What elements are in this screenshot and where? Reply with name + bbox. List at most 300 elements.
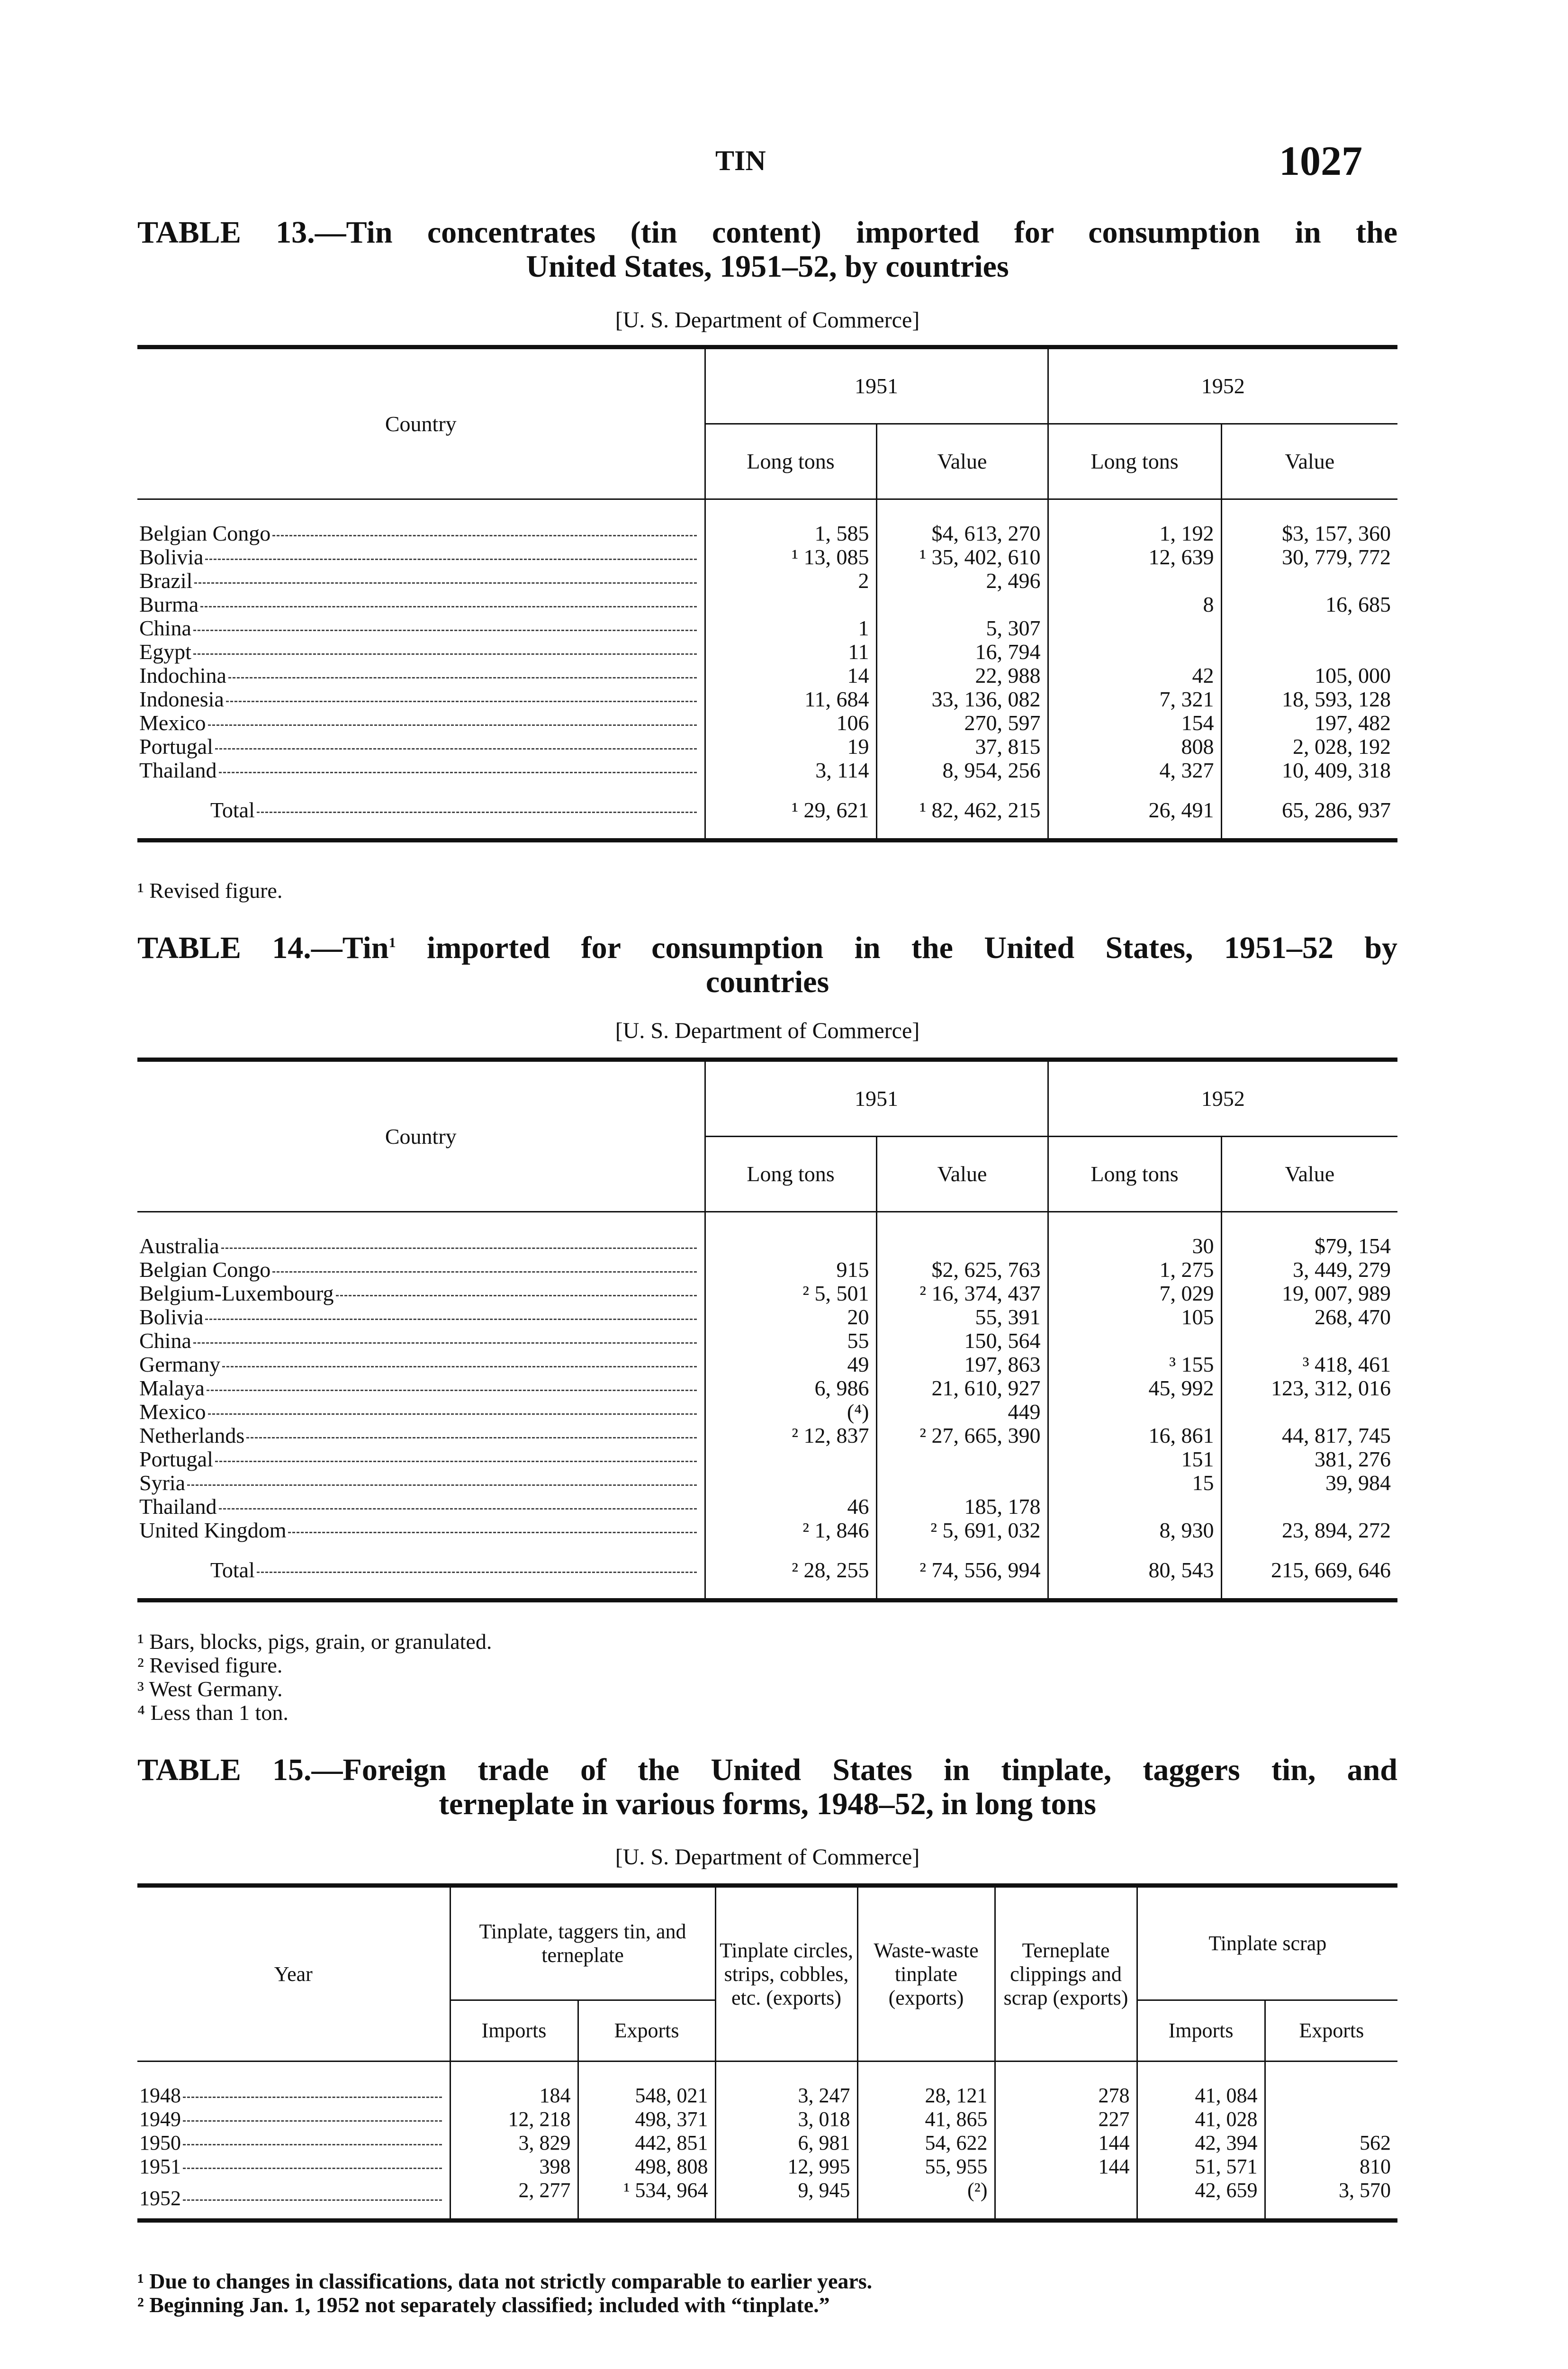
cell-t51: 11, 684	[705, 687, 876, 711]
spacer-cell	[705, 1212, 876, 1235]
cell-simp: 41, 084	[1137, 2084, 1265, 2107]
cell-t52: 151	[1048, 1447, 1221, 1471]
country-cell	[137, 759, 705, 782]
table15-col-scrap-exports: Exports	[1265, 2000, 1397, 2062]
leader-dots	[183, 2199, 442, 2201]
leader-dots	[208, 1413, 697, 1415]
cell-terne	[995, 2179, 1137, 2221]
cell-v51: $2, 625, 763	[876, 1258, 1048, 1282]
cell-waste: 55, 955	[857, 2155, 995, 2179]
table-row	[137, 2107, 1397, 2131]
table-row	[137, 2084, 1397, 2107]
table13-col-country: Country	[137, 347, 705, 499]
cell-t52: 808	[1048, 735, 1221, 759]
table14-caption-pre: TABLE 14.—Tin	[137, 931, 389, 965]
cell-t52: 16, 861	[1048, 1424, 1221, 1447]
cell-v52: $3, 157, 360	[1221, 522, 1397, 545]
cell-t52: 7, 029	[1048, 1282, 1221, 1305]
country-cell-label: Portugal	[139, 735, 213, 759]
table15-col-imports: Imports	[450, 2000, 578, 2062]
table14-col-long-tons-1951: Long tons	[705, 1137, 876, 1212]
country-cell-label: Portugal	[139, 1447, 213, 1471]
cell-v52: 105, 000	[1221, 664, 1397, 687]
country-cell-label: Australia	[139, 1234, 219, 1258]
cell-v51	[876, 1234, 1048, 1258]
cell-t51: 106	[705, 711, 876, 735]
leader-dots	[183, 2144, 442, 2145]
cell-t52	[1048, 1495, 1221, 1519]
cell-sexp	[1265, 2107, 1397, 2131]
table13-caption-line2: United States, 1951–52, by countries	[526, 249, 1009, 284]
cell-v51: ¹ 35, 402, 610	[876, 545, 1048, 569]
table-row	[137, 1400, 1397, 1424]
table-row	[137, 664, 1397, 687]
country-cell	[137, 593, 705, 616]
table13-col-value-1951: Value	[876, 424, 1048, 499]
cell-v51: 449	[876, 1400, 1048, 1424]
leader-dots	[288, 1532, 697, 1533]
total-row	[137, 1542, 1397, 1600]
cell-t51: ² 5, 501	[705, 1282, 876, 1305]
cell-t52	[1048, 1400, 1221, 1424]
cell-t51: 3, 114	[705, 759, 876, 782]
cell-waste: (²)	[857, 2179, 995, 2221]
cell-v51: 21, 610, 927	[876, 1376, 1048, 1400]
cell-t51: (⁴)	[705, 1400, 876, 1424]
cell-t52: 42	[1048, 664, 1221, 687]
table14-caption	[137, 931, 1397, 999]
leader-dots	[187, 1484, 697, 1486]
table-row	[137, 711, 1397, 735]
table15-caption-line1: TABLE 15.—Foreign trade of the United States in tinplate, taggers tin, and	[137, 1753, 1397, 1787]
cell-waste: 41, 865	[857, 2107, 995, 2131]
cell-t51: 20	[705, 1305, 876, 1329]
table14-body	[137, 1212, 1397, 1600]
table14-footnote: ⁴ Less than 1 ton.	[137, 1700, 288, 1725]
cell-terne: 144	[995, 2155, 1137, 2179]
table-row	[137, 687, 1397, 711]
cell-v52: 18, 593, 128	[1221, 687, 1397, 711]
total-t51: ² 28, 255	[705, 1542, 876, 1600]
leader-dots	[228, 677, 697, 678]
cell-t51: 46	[705, 1495, 876, 1519]
table14-col-country: Country	[137, 1060, 705, 1212]
year-cell	[137, 2179, 450, 2221]
table15-footnote: ¹ Due to changes in classifications, data not strictly comparable to earlier years.	[137, 2269, 873, 2293]
table14-col-value-1952: Value	[1221, 1137, 1397, 1212]
country-cell	[137, 569, 705, 593]
country-cell-label: Indonesia	[139, 687, 224, 711]
table13-source: [U. S. Department of Commerce]	[615, 307, 920, 333]
total-v51: ¹ 82, 462, 215	[876, 782, 1048, 841]
leader-dots	[221, 1248, 697, 1249]
cell-v51: 185, 178	[876, 1495, 1048, 1519]
total-label-cell	[137, 1542, 705, 1600]
leader-dots	[219, 1508, 697, 1510]
cell-t52: 1, 192	[1048, 522, 1221, 545]
cell-t52: 8, 930	[1048, 1519, 1221, 1542]
table-row	[137, 1234, 1397, 1258]
cell-t51: 14	[705, 664, 876, 687]
cell-v51	[876, 1447, 1048, 1471]
leader-dots	[205, 559, 697, 560]
year-cell	[137, 2131, 450, 2155]
table13-caption-line1: TABLE 13.—Tin concentrates (tin content) imported for consumption in the	[137, 215, 1397, 250]
table14-year-1951: 1951	[705, 1060, 1048, 1137]
spacer-cell	[715, 2062, 857, 2084]
country-cell	[137, 735, 705, 759]
cell-t51: 915	[705, 1258, 876, 1282]
table14-caption-post: imported for consumption in the United States, 1951–52 by	[396, 931, 1397, 965]
cell-v52: 197, 482	[1221, 711, 1397, 735]
cell-imp: 398	[450, 2155, 578, 2179]
cell-v51: 16, 794	[876, 640, 1048, 664]
country-cell-label: Bolivia	[139, 545, 204, 569]
cell-t51: ² 12, 837	[705, 1424, 876, 1447]
table13-caption	[137, 216, 1397, 284]
cell-v51: $4, 613, 270	[876, 522, 1048, 545]
table15-col-exports: Exports	[578, 2000, 715, 2062]
cell-t52	[1048, 640, 1221, 664]
country-cell	[137, 1353, 705, 1376]
cell-t51: 49	[705, 1353, 876, 1376]
country-cell-label: Indochina	[139, 664, 226, 687]
country-cell-label: Belgian Congo	[139, 522, 271, 545]
cell-exp: 498, 808	[578, 2155, 715, 2179]
table14-col-long-tons-1952: Long tons	[1048, 1137, 1221, 1212]
country-cell	[137, 1424, 705, 1447]
cell-v51: ² 16, 374, 437	[876, 1282, 1048, 1305]
cell-circ: 3, 247	[715, 2084, 857, 2107]
year-cell-label: 1949	[139, 2107, 181, 2131]
spacer-cell	[1221, 1212, 1397, 1235]
table-row	[137, 1282, 1397, 1305]
cell-simp: 41, 028	[1137, 2107, 1265, 2131]
country-cell	[137, 1329, 705, 1353]
table13-footnote: ¹ Revised figure.	[137, 878, 283, 903]
cell-v52: 268, 470	[1221, 1305, 1397, 1329]
cell-v51: 2, 496	[876, 569, 1048, 593]
cell-t51	[705, 1471, 876, 1495]
table13-body	[137, 499, 1397, 841]
country-cell	[137, 1400, 705, 1424]
total-v51: ² 74, 556, 994	[876, 1542, 1048, 1600]
leader-dots	[183, 2097, 442, 2098]
spacer-cell	[578, 2062, 715, 2084]
country-cell	[137, 1471, 705, 1495]
cell-t51: 1	[705, 616, 876, 640]
spacer-cell	[1221, 499, 1397, 522]
cell-circ: 6, 981	[715, 2131, 857, 2155]
country-cell	[137, 1519, 705, 1542]
year-cell	[137, 2155, 450, 2179]
table14-footnote: ² Revised figure.	[137, 1653, 283, 1677]
country-cell-label: China	[139, 1329, 191, 1353]
country-cell	[137, 687, 705, 711]
cell-terne: 227	[995, 2107, 1137, 2131]
table13	[137, 345, 1397, 842]
cell-v52	[1221, 1495, 1397, 1519]
country-cell-label: Mexico	[139, 711, 206, 735]
spacer-cell	[1048, 1212, 1221, 1235]
leader-dots	[183, 2120, 442, 2122]
cell-v52: 123, 312, 016	[1221, 1376, 1397, 1400]
total-t51: ¹ 29, 621	[705, 782, 876, 841]
cell-v52: 39, 984	[1221, 1471, 1397, 1495]
cell-v51: 5, 307	[876, 616, 1048, 640]
cell-simp: 42, 394	[1137, 2131, 1265, 2155]
table15-col-year: Year	[137, 1886, 450, 2062]
cell-sexp: 810	[1265, 2155, 1397, 2179]
cell-imp: 184	[450, 2084, 578, 2107]
year-cell-label: 1948	[139, 2084, 181, 2107]
spacer-cell	[137, 2062, 450, 2084]
table14-year-1952: 1952	[1048, 1060, 1397, 1137]
cell-circ: 9, 945	[715, 2179, 857, 2221]
cell-v52	[1221, 616, 1397, 640]
cell-imp: 2, 277	[450, 2179, 578, 2221]
table14-source: [U. S. Department of Commerce]	[615, 1018, 920, 1043]
leader-dots	[193, 630, 697, 631]
table13-col-value-1952: Value	[1221, 424, 1397, 499]
table-row	[137, 1258, 1397, 1282]
cell-v52	[1221, 640, 1397, 664]
cell-v52: 3, 449, 279	[1221, 1258, 1397, 1282]
cell-terne: 144	[995, 2131, 1137, 2155]
cell-t51: 1, 585	[705, 522, 876, 545]
year-cell	[137, 2084, 450, 2107]
year-cell-label: 1951	[139, 2155, 181, 2178]
total-label-cell	[137, 782, 705, 841]
leader-dots	[215, 1461, 697, 1462]
cell-v52: 23, 894, 272	[1221, 1519, 1397, 1542]
cell-t52: 4, 327	[1048, 759, 1221, 782]
spacer-cell	[1137, 2062, 1265, 2084]
table13-col-long-tons-1951: Long tons	[705, 424, 876, 499]
table15-caption-line2: terneplate in various forms, 1948–52, in long tons	[439, 1787, 1096, 1821]
table15-col-scrap-group: Tinplate scrap	[1137, 1886, 1397, 2000]
year-cell-label: 1950	[139, 2131, 181, 2154]
table15-col-tinplate-group: Tinplate, taggers tin, and terneplate	[450, 1886, 715, 2000]
table14-footnote: ¹ Bars, blocks, pigs, grain, or granulated.	[137, 1629, 492, 1654]
table13-year-1952: 1952	[1048, 347, 1397, 424]
country-cell-label: Thailand	[139, 1495, 217, 1519]
leader-dots	[226, 701, 697, 702]
table15-col-scrap-imports: Imports	[1137, 2000, 1265, 2062]
total-row	[137, 782, 1397, 841]
table-row	[137, 1353, 1397, 1376]
page-number: 1027	[1279, 138, 1362, 184]
table14-caption-line1	[137, 931, 1397, 965]
leader-dots	[222, 1366, 697, 1367]
table-row	[137, 1471, 1397, 1495]
total-t52: 26, 491	[1048, 782, 1221, 841]
table-row	[137, 1495, 1397, 1519]
country-cell	[137, 1376, 705, 1400]
cell-v52: 2, 028, 192	[1221, 735, 1397, 759]
cell-v51: 55, 391	[876, 1305, 1048, 1329]
cell-t52: 12, 639	[1048, 545, 1221, 569]
cell-waste: 28, 121	[857, 2084, 995, 2107]
country-cell-label: Malaya	[139, 1376, 205, 1400]
cell-t52: 8	[1048, 593, 1221, 616]
leader-dots	[207, 1390, 697, 1391]
spacer-cell	[450, 2062, 578, 2084]
table15	[137, 1883, 1397, 2223]
table-row	[137, 569, 1397, 593]
table15-col-waste: Waste-waste tinplate (exports)	[857, 1886, 995, 2062]
spacer-cell	[1048, 499, 1221, 522]
cell-t52: 154	[1048, 711, 1221, 735]
cell-t51	[705, 1234, 876, 1258]
cell-t51: ¹ 13, 085	[705, 545, 876, 569]
spacer-cell	[876, 499, 1048, 522]
cell-v51	[876, 1471, 1048, 1495]
cell-t52: 1, 275	[1048, 1258, 1221, 1282]
cell-t51: ² 1, 846	[705, 1519, 876, 1542]
country-cell-label: Bolivia	[139, 1305, 204, 1329]
cell-imp: 12, 218	[450, 2107, 578, 2131]
total-label-cell-label: Total	[210, 798, 255, 822]
cell-v52	[1221, 1400, 1397, 1424]
country-cell-label: Belgium-Luxembourg	[139, 1282, 334, 1305]
table14-footnote: ³ West Germany.	[137, 1677, 283, 1701]
spacer-cell	[1265, 2062, 1397, 2084]
cell-t52	[1048, 616, 1221, 640]
table15-body	[137, 2062, 1397, 2221]
country-cell-label: Netherlands	[139, 1424, 245, 1447]
table-row	[137, 1519, 1397, 1542]
cell-v52: $79, 154	[1221, 1234, 1397, 1258]
running-header-title: TIN	[715, 145, 766, 176]
cell-v52: 30, 779, 772	[1221, 545, 1397, 569]
cell-exp: 442, 851	[578, 2131, 715, 2155]
cell-v52	[1221, 1329, 1397, 1353]
table13-year-1951: 1951	[705, 347, 1048, 424]
spacer-cell	[995, 2062, 1137, 2084]
cell-v52: 19, 007, 989	[1221, 1282, 1397, 1305]
cell-v51: ² 5, 691, 032	[876, 1519, 1048, 1542]
cell-t52: 15	[1048, 1471, 1221, 1495]
table-row	[137, 2179, 1397, 2221]
country-cell	[137, 1305, 705, 1329]
cell-sexp: 3, 570	[1265, 2179, 1397, 2221]
table15-col-circles: Tinplate circles, strips, cobbles, etc. (exports)	[715, 1886, 857, 2062]
cell-t52: 7, 321	[1048, 687, 1221, 711]
table14-caption-line2: countries	[705, 965, 829, 999]
table15-source: [U. S. Department of Commerce]	[615, 1845, 920, 1870]
cell-exp: 498, 371	[578, 2107, 715, 2131]
cell-t51: 2	[705, 569, 876, 593]
country-cell-label: Burma	[139, 593, 199, 616]
leader-dots	[200, 606, 697, 607]
country-cell	[137, 545, 705, 569]
cell-v52: ³ 418, 461	[1221, 1353, 1397, 1376]
cell-t52: 105	[1048, 1305, 1221, 1329]
table-row	[137, 616, 1397, 640]
cell-v51: 33, 136, 082	[876, 687, 1048, 711]
table14-col-value-1951: Value	[876, 1137, 1048, 1212]
table-row	[137, 759, 1397, 782]
cell-imp: 3, 829	[450, 2131, 578, 2155]
table-row	[137, 1376, 1397, 1400]
cell-t51: 19	[705, 735, 876, 759]
cell-t52: 30	[1048, 1234, 1221, 1258]
leader-dots	[205, 1319, 697, 1320]
leader-dots	[193, 653, 697, 655]
cell-t51: 11	[705, 640, 876, 664]
spacer-cell	[705, 499, 876, 522]
cell-exp: ¹ 534, 964	[578, 2179, 715, 2221]
cell-t52	[1048, 1329, 1221, 1353]
leader-dots	[257, 1572, 697, 1573]
cell-v51: 8, 954, 256	[876, 759, 1048, 782]
table15-col-terneplate: Terneplate clippings and scrap (exports)	[995, 1886, 1137, 2062]
country-cell	[137, 1282, 705, 1305]
leader-dots	[246, 1437, 697, 1438]
cell-v52: 381, 276	[1221, 1447, 1397, 1471]
country-cell	[137, 522, 705, 545]
cell-v52	[1221, 569, 1397, 593]
table-row	[137, 545, 1397, 569]
cell-v52: 44, 817, 745	[1221, 1424, 1397, 1447]
cell-v51: 270, 597	[876, 711, 1048, 735]
total-label-cell-label: Total	[210, 1558, 255, 1582]
total-v52: 65, 286, 937	[1221, 782, 1397, 841]
country-cell	[137, 616, 705, 640]
cell-sexp: 562	[1265, 2131, 1397, 2155]
table-row	[137, 2155, 1397, 2179]
cell-v52: 16, 685	[1221, 593, 1397, 616]
leader-dots	[215, 748, 697, 750]
cell-t51: 6, 986	[705, 1376, 876, 1400]
cell-simp: 42, 659	[1137, 2179, 1265, 2221]
year-cell	[137, 2107, 450, 2131]
cell-v52: 10, 409, 318	[1221, 759, 1397, 782]
table-row	[137, 1305, 1397, 1329]
leader-dots	[183, 2168, 442, 2169]
table-row	[137, 735, 1397, 759]
country-cell-label: China	[139, 616, 191, 640]
country-cell-label: Thailand	[139, 759, 217, 782]
table-row	[137, 1329, 1397, 1353]
cell-v51: ² 27, 665, 390	[876, 1424, 1048, 1447]
table-row	[137, 2131, 1397, 2155]
leader-dots	[257, 812, 697, 813]
country-cell-label: Syria	[139, 1471, 186, 1495]
cell-sexp	[1265, 2084, 1397, 2107]
country-cell-label: Mexico	[139, 1400, 206, 1424]
country-cell-label: Belgian Congo	[139, 1258, 271, 1282]
country-cell	[137, 1447, 705, 1471]
leader-dots	[193, 1342, 697, 1344]
cell-t51: 55	[705, 1329, 876, 1353]
leader-dots	[194, 582, 697, 584]
spacer-cell	[876, 1212, 1048, 1235]
cell-circ: 3, 018	[715, 2107, 857, 2131]
country-cell-label: Germany	[139, 1353, 221, 1376]
cell-t51	[705, 593, 876, 616]
table15-caption	[137, 1753, 1397, 1821]
cell-t52: 45, 992	[1048, 1376, 1221, 1400]
table15-footnote: ² Beginning Jan. 1, 1952 not separately classified; included with “tinplate.”	[137, 2293, 830, 2317]
cell-circ: 12, 995	[715, 2155, 857, 2179]
leader-dots	[272, 1271, 697, 1273]
country-cell-label: United Kingdom	[139, 1519, 287, 1542]
country-cell	[137, 664, 705, 687]
cell-t51	[705, 1447, 876, 1471]
cell-v51: 197, 863	[876, 1353, 1048, 1376]
